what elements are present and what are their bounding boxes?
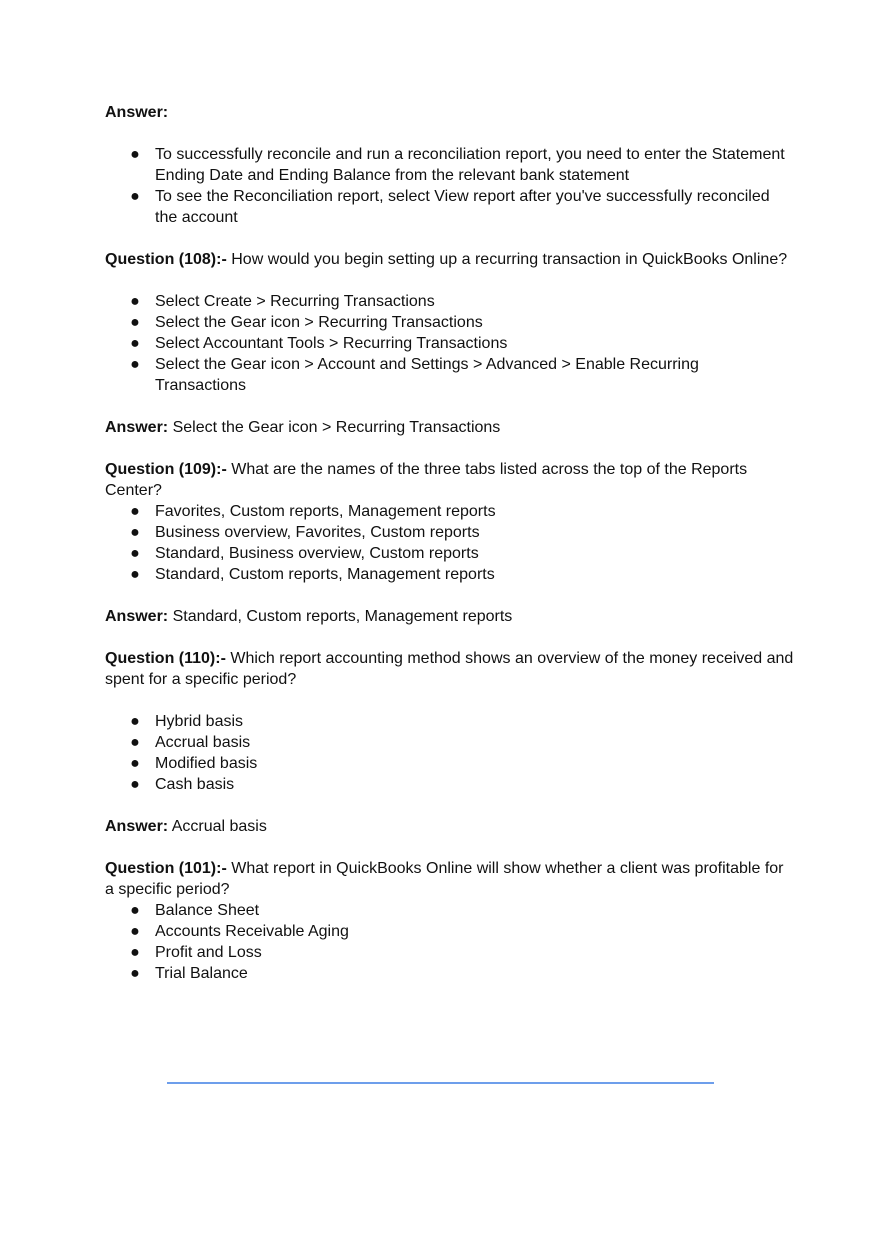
question-108-options (105, 291, 795, 396)
document-page (105, 102, 795, 984)
list-item: ● Cash basis (130, 776, 235, 793)
question-108: Question (108):- How would you begin setting up a recurring transaction in QuickBooks Online? (105, 251, 788, 268)
question-110: Question (110):- Which report accounting method shows an overview of the money received and spent for a specific period? (105, 650, 794, 688)
answer-bullet-list (105, 144, 795, 228)
answer-heading: Answer: (105, 104, 169, 121)
list-item: ● Trial Balance (130, 965, 248, 982)
list-item: ● To see the Reconciliation report, select View report after you've successfully reconciled the account (130, 188, 770, 226)
list-item: ● Select the Gear icon > Account and Settings > Advanced > Enable Recurring Transactions (130, 356, 699, 394)
list-item: ● Standard, Business overview, Custom reports (130, 545, 479, 562)
question-108-answer: Answer: Select the Gear icon > Recurring Transactions (105, 419, 501, 436)
footer-divider (167, 1082, 714, 1084)
list-item: ● Profit and Loss (130, 944, 262, 961)
question-109-answer: Answer: Standard, Custom reports, Management reports (105, 608, 513, 625)
question-109: Question (109):- What are the names of the three tabs listed across the top of the Reports Center? (105, 461, 748, 499)
list-item: ● Accounts Receivable Aging (130, 923, 349, 940)
list-item: ● Business overview, Favorites, Custom reports (130, 524, 480, 541)
list-item: ● Select the Gear icon > Recurring Transactions (130, 314, 483, 331)
list-item: ● Balance Sheet (130, 902, 260, 919)
list-item: ● Select Create > Recurring Transactions (130, 293, 435, 310)
list-item: ● Modified basis (130, 755, 258, 772)
question-109-options (105, 501, 795, 585)
question-101-options (105, 900, 795, 984)
list-item: ● Favorites, Custom reports, Management reports (130, 503, 496, 520)
list-item: ● Hybrid basis (130, 713, 244, 730)
list-item: ● Select Accountant Tools > Recurring Transactions (130, 335, 508, 352)
list-item: ● Accrual basis (130, 734, 251, 751)
list-item: ● To successfully reconcile and run a reconciliation report, you need to enter the Statement Ending Date and Ending Balance from the relevant bank statement (130, 146, 785, 184)
question-110-answer: Answer: Accrual basis (105, 818, 267, 835)
list-item: ● Standard, Custom reports, Management reports (130, 566, 495, 583)
question-101: Question (101):- What report in QuickBooks Online will show whether a client was profitable for a specific period? (105, 860, 784, 898)
question-110-options (105, 711, 795, 795)
